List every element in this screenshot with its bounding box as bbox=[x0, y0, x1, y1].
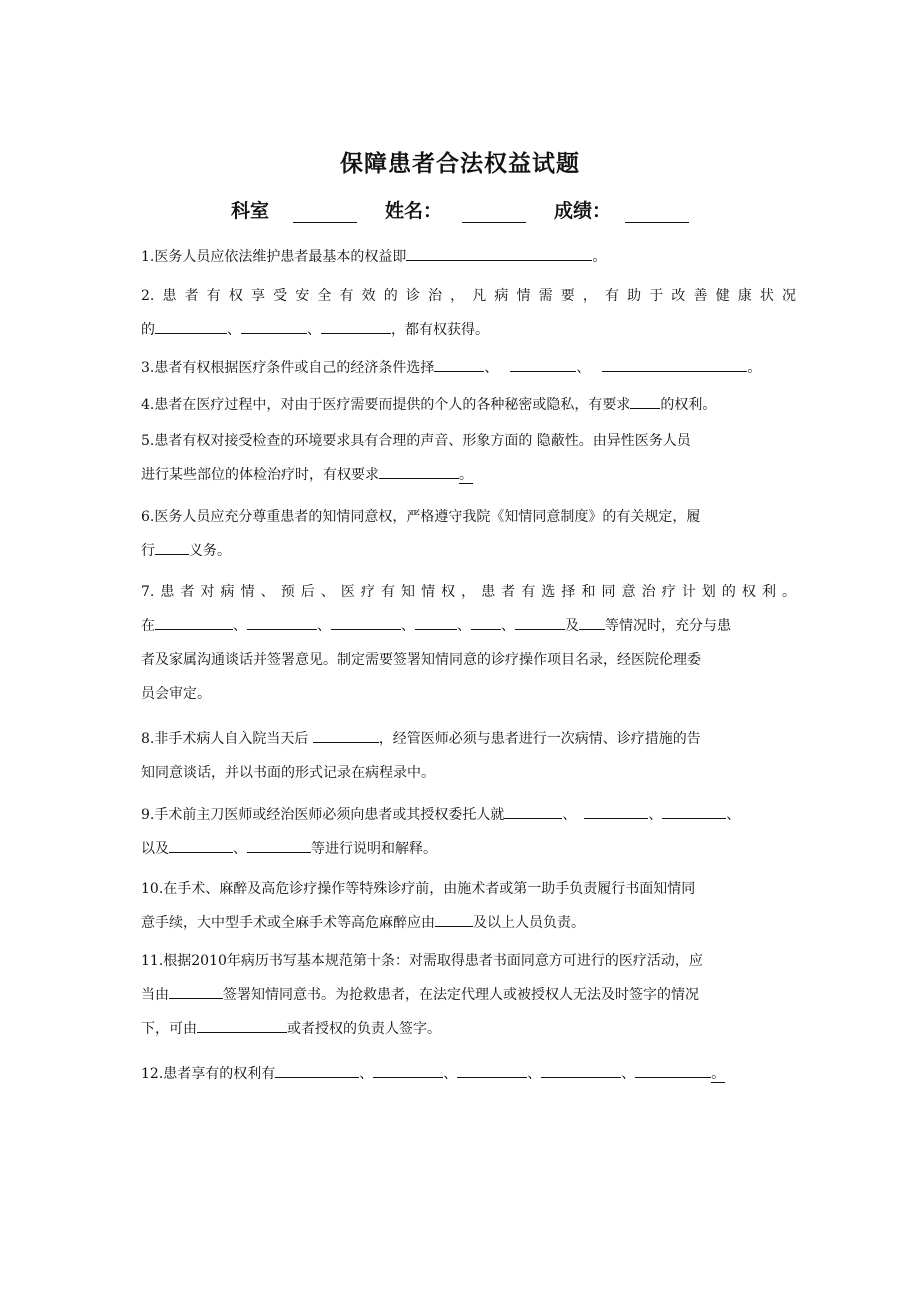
question-text: 。 bbox=[592, 249, 607, 265]
answer-blank[interactable] bbox=[247, 614, 317, 630]
question-text: 下，可由 bbox=[141, 1021, 197, 1037]
answer-blank[interactable] bbox=[321, 318, 391, 334]
question-9 bbox=[141, 798, 796, 866]
question-5 bbox=[141, 424, 796, 492]
question-text: 及以上人员负责。 bbox=[473, 915, 585, 931]
question-text: 10.在手术、麻醉及高危诊疗操作等特殊诊疗前，由施术者或第一助手负责履行书面知情同 bbox=[141, 881, 696, 897]
question-text: 行 bbox=[141, 543, 155, 559]
separator: 、 bbox=[484, 360, 499, 376]
question-3 bbox=[141, 351, 796, 385]
question-text: 1.医务人员应依法维护患者最基本的权益即 bbox=[141, 249, 407, 265]
dept-field bbox=[231, 196, 357, 223]
question-text: ，都有权获得。 bbox=[391, 322, 489, 338]
question-text: 8.非手术病人自入院当天后 bbox=[141, 731, 313, 747]
question-text: 签署知情同意书。为抢救患者，在法定代理人或被授权人无法及时签字的情况 bbox=[223, 987, 699, 1003]
answer-blank[interactable] bbox=[602, 356, 747, 372]
separator: 、 bbox=[576, 360, 591, 376]
answer-blank[interactable] bbox=[434, 356, 484, 372]
question-text: 或者授权的负责人签字。 bbox=[287, 1021, 441, 1037]
answer-blank[interactable] bbox=[457, 1062, 527, 1078]
answer-blank[interactable] bbox=[247, 837, 311, 853]
question-text: 以及 bbox=[141, 841, 169, 857]
question-text: 4.患者在医疗过程中，对由于医疗需要而提供的个人的各种秘密或隐私，有要求 bbox=[141, 397, 631, 413]
question-2 bbox=[141, 279, 796, 347]
separator: 、 bbox=[527, 1066, 542, 1082]
question-text: 5.患者有权对接受检查的环境要求具有合理的声音、形象方面的 隐蔽性。由异性医务人员 bbox=[141, 433, 691, 449]
answer-blank[interactable] bbox=[635, 1062, 711, 1078]
dept-blank[interactable] bbox=[293, 202, 357, 223]
dept-label: 科室 bbox=[230, 200, 269, 222]
answer-blank[interactable] bbox=[435, 911, 473, 927]
name-field bbox=[385, 196, 526, 223]
question-text: 义务。 bbox=[189, 543, 231, 559]
separator: 、 bbox=[233, 841, 247, 857]
question-text: 意手续，大中型手术或全麻手术等高危麻醉应由 bbox=[141, 915, 435, 931]
answer-blank[interactable] bbox=[373, 1062, 443, 1078]
question-text: 在 bbox=[141, 618, 155, 634]
score-field bbox=[554, 196, 689, 223]
question-text: 7.患者对病情、预后、医疗有知情权，患者有选择和同意治疗计划的权利。 bbox=[141, 584, 796, 600]
score-label: 成绩： bbox=[554, 200, 612, 222]
question-text: 。 bbox=[747, 360, 762, 376]
question-text: 3.患者有权根据医疗条件或自己的经济条件选择 bbox=[141, 360, 435, 376]
separator: 、 bbox=[307, 322, 321, 338]
question-text: 。 bbox=[711, 1066, 726, 1082]
question-text: 。 bbox=[459, 467, 473, 483]
separator: 、 bbox=[562, 807, 577, 823]
question-6 bbox=[141, 500, 796, 568]
answer-blank[interactable] bbox=[541, 1062, 621, 1078]
answer-blank[interactable] bbox=[662, 803, 726, 819]
question-8 bbox=[141, 722, 796, 790]
answer-blank[interactable] bbox=[169, 983, 223, 999]
page-title: 保障患者合法权益试题 bbox=[340, 151, 580, 177]
answer-blank[interactable] bbox=[510, 356, 576, 372]
score-blank[interactable] bbox=[625, 202, 689, 223]
separator: 、 bbox=[317, 618, 331, 634]
separator: 及 bbox=[565, 618, 579, 634]
separator: 、 bbox=[233, 618, 247, 634]
question-text: 6.医务人员应充分尊重患者的知情同意权，严格遵守我院《知情同意制度》的有关规定，履 bbox=[141, 509, 701, 525]
answer-blank[interactable] bbox=[275, 1062, 359, 1078]
question-7 bbox=[141, 575, 796, 711]
question-text: ，经管医师必须与患者进行一次病情、诊疗措施的告 bbox=[378, 731, 701, 747]
answer-blank[interactable] bbox=[471, 614, 501, 630]
question-text: 11.根据2010年病历书写基本规范第十条：对需取得患者书面同意方可进行的医疗活动，应 bbox=[141, 953, 703, 969]
answer-blank[interactable] bbox=[504, 803, 562, 819]
answer-blank[interactable] bbox=[379, 463, 459, 479]
answer-blank[interactable] bbox=[169, 837, 233, 853]
answer-blank[interactable] bbox=[630, 393, 660, 409]
answer-blank[interactable] bbox=[406, 245, 592, 261]
question-12 bbox=[141, 1057, 801, 1091]
answer-blank[interactable] bbox=[155, 539, 189, 555]
question-text: 等情况时，充分与患 bbox=[605, 618, 731, 634]
name-blank[interactable] bbox=[462, 202, 526, 223]
question-text: 9.手术前主刀医师或经治医师必须向患者或其授权委托人就 bbox=[141, 807, 505, 823]
question-1 bbox=[141, 240, 796, 274]
question-text: 的权利。 bbox=[660, 397, 717, 413]
question-text: 的 bbox=[141, 322, 155, 338]
question-text: 进行某些部位的体检治疗时，有权要求 bbox=[141, 467, 379, 483]
question-text: 2.患者有权享受安全有效的诊治，凡病情需要，有助于改善健康状况 bbox=[141, 288, 796, 304]
question-text: 者及家属沟通谈话并签署意见。制定需要签署知情同意的诊疗操作项目名录，经医院伦理委 bbox=[141, 652, 701, 668]
answer-blank[interactable] bbox=[415, 614, 457, 630]
separator: 、 bbox=[726, 807, 741, 823]
separator: 、 bbox=[621, 1066, 636, 1082]
exam-header bbox=[0, 196, 920, 223]
question-text: 员会审定。 bbox=[141, 686, 211, 702]
question-text: 知同意谈话，并以书面的形式记录在病程录中。 bbox=[141, 765, 435, 781]
answer-blank[interactable] bbox=[155, 318, 227, 334]
separator: 、 bbox=[359, 1066, 374, 1082]
separator: 、 bbox=[501, 618, 515, 634]
question-11 bbox=[141, 944, 796, 1046]
separator: 、 bbox=[227, 322, 241, 338]
question-text: 当由 bbox=[141, 987, 169, 1003]
question-text: 12.患者享有的权利有 bbox=[141, 1066, 276, 1082]
answer-blank[interactable] bbox=[313, 727, 379, 743]
answer-blank[interactable] bbox=[331, 614, 401, 630]
separator: 、 bbox=[401, 618, 415, 634]
name-label: 姓名： bbox=[384, 200, 442, 222]
separator: 、 bbox=[457, 618, 471, 634]
answer-blank[interactable] bbox=[584, 803, 648, 819]
answer-blank[interactable] bbox=[579, 614, 605, 630]
question-4 bbox=[141, 388, 801, 422]
separator: 、 bbox=[648, 807, 663, 823]
separator: 、 bbox=[443, 1066, 458, 1082]
question-text: 等进行说明和解释。 bbox=[311, 841, 437, 857]
answer-blank[interactable] bbox=[241, 318, 307, 334]
answer-blank[interactable] bbox=[515, 614, 565, 630]
answer-blank[interactable] bbox=[155, 614, 233, 630]
question-10 bbox=[141, 872, 796, 940]
answer-blank[interactable] bbox=[197, 1017, 287, 1033]
